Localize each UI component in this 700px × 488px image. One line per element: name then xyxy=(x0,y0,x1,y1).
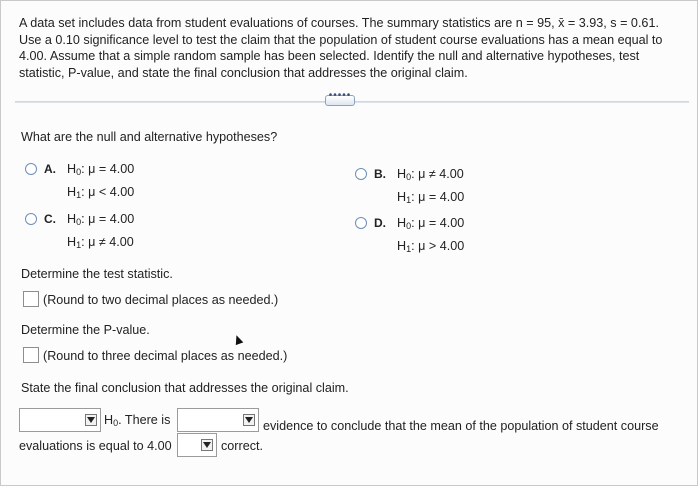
option-b-radio[interactable] xyxy=(355,168,367,180)
hypotheses-question: What are the null and alternative hypotheses? xyxy=(21,130,278,144)
p-value-prompt: Determine the P-value. xyxy=(21,323,150,337)
option-d-h0: : μ = 4.00 xyxy=(411,216,465,230)
option-a-hypotheses: $H_0$: μ = 4.00 $H_1$: μ < 4.00 xyxy=(67,162,135,200)
correct-text: correct. xyxy=(221,439,263,453)
option-d-letter: D. xyxy=(374,216,386,230)
claim-correctness-dropdown[interactable] xyxy=(177,433,217,457)
option-c-h1: : μ ≠ 4.00 xyxy=(81,235,134,249)
option-b-h0: : μ ≠ 4.00 xyxy=(411,167,464,181)
problem-statement: A data set includes data from student evaluations of courses. The summary statistics are n = 95, x̄ = 3.93, s = 0.61. Use a 0.10 significance level to test the claim that the population of student course evaluations has a mean equal to 4.00. Assume that a simple random sample has been selected. Identify the null and alternative hypotheses, test statistic, P-value, and state the final conclusion that addresses the original claim. xyxy=(19,16,663,80)
h0-there-is-text: $H_0$. There is xyxy=(104,413,171,428)
p-value-input[interactable] xyxy=(23,347,39,363)
test-statistic-prompt: Determine the test statistic. xyxy=(21,267,173,281)
option-d-hypotheses: $H_0$: μ = 4.00 $H_1$: μ > 4.00 xyxy=(397,216,465,254)
conclusion-line2-text: evaluations is equal to 4.00 xyxy=(19,439,172,453)
expand-more-button[interactable] xyxy=(325,90,355,106)
option-c-radio[interactable] xyxy=(25,213,37,225)
evidence-text: evidence to conclude that the mean of the population of student course xyxy=(263,419,659,433)
conclusion-prompt: State the final conclusion that addresses the original claim. xyxy=(21,381,349,395)
more-dots-icon: ••••• xyxy=(328,90,352,101)
chevron-down-icon[interactable] xyxy=(243,414,255,426)
option-b-hypotheses: $H_0$: μ ≠ 4.00 $H_1$: μ = 4.00 xyxy=(397,167,465,205)
evidence-dropdown[interactable] xyxy=(177,408,259,432)
option-b-letter: B. xyxy=(374,167,386,181)
chevron-down-icon[interactable] xyxy=(201,439,213,451)
p-value-hint: (Round to three decimal places as needed.) xyxy=(43,349,288,363)
option-c-letter: C. xyxy=(44,212,56,226)
option-d-radio[interactable] xyxy=(355,217,367,229)
test-statistic-hint: (Round to two decimal places as needed.) xyxy=(43,293,279,307)
mouse-pointer-icon xyxy=(233,334,244,345)
option-d-h1: : μ > 4.00 xyxy=(411,239,465,253)
option-a-letter: A. xyxy=(44,162,56,176)
test-statistic-input[interactable] xyxy=(23,291,39,307)
reject-decision-dropdown[interactable] xyxy=(19,408,101,432)
option-d[interactable] xyxy=(355,216,555,256)
chevron-down-icon[interactable] xyxy=(85,414,97,426)
option-b-h1: : μ = 4.00 xyxy=(411,190,465,204)
option-b[interactable] xyxy=(355,167,555,207)
option-a-radio[interactable] xyxy=(25,163,37,175)
option-a-h0: : μ = 4.00 xyxy=(81,162,135,176)
option-c-h0: : μ = 4.00 xyxy=(81,212,135,226)
option-a-h1: : μ < 4.00 xyxy=(81,185,135,199)
option-a[interactable] xyxy=(25,162,225,202)
option-c[interactable] xyxy=(25,212,225,252)
option-c-hypotheses: $H_0$: μ = 4.00 $H_1$: μ ≠ 4.00 xyxy=(67,212,135,250)
